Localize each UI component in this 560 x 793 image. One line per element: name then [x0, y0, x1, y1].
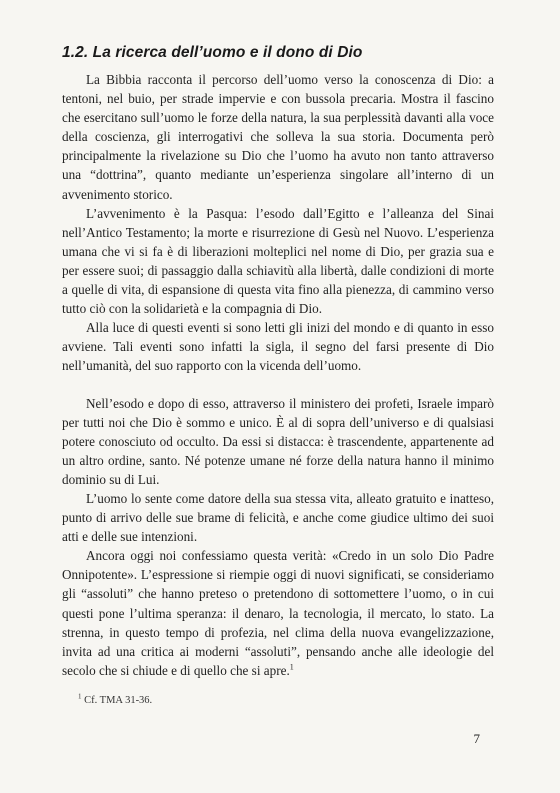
- paragraph: L’uomo lo sente come datore della sua stessa vita, alleato gratuito e inatteso, punto di arrivo delle sue brame di felicità, e anche come giudice ultimo dei suoi atti e delle sue intenzioni.: [62, 490, 494, 545]
- footnote: [78, 692, 153, 706]
- paragraph-with-footnote: [62, 546, 494, 680]
- body-text: [62, 70, 494, 680]
- paragraph-text: Ancora oggi noi confessiamo questa verità: «Credo in un solo Dio Padre Onnipotente». L’espressione si riempie oggi di nuovi significati, se consideriamo gli “assoluti” che hanno preteso o pretendono di sottomettere l’uomo, o in cui questi pone l’ultima speranza: il denaro, la tecnologia, il mercato, lo stato. La strenna, in questo tempo di profezia, nel clima della nuova evangelizzazione, invita ad una critica ai moderni “assoluti”, pensando anche alle ideologie del secolo che si chiude e di quello che si apre.: [62, 548, 494, 678]
- page-number: 7: [473, 731, 480, 746]
- paragraph: L’avvenimento è la Pasqua: l’esodo dall’Egitto e l’alleanza del Sinai nell’Antico Testamento; la morte e risurrezione di Gesù nel Nuovo. L’esperienza umana che vi si fa è di liberazioni molteplici nel nome di Dio, per grazia sua e per essere suoi; di passaggio dalla schiavitù alla libertà, dalle condizioni di morte a quelle di vita, di espansione di questa vita fino alla pienezza, di cammino verso tutto ciò con la solidarietà e la compagnia di Dio.: [62, 205, 494, 317]
- section-title: 1.2. La ricerca dell’uomo e il dono di Dio: [62, 44, 363, 61]
- paragraph: Alla luce di questi eventi si sono letti gli inizi del mondo e di quanto in esso avviene. Tali eventi sono infatti la sigla, il segno del farsi presente di Dio nell’umanità, del suo rapporto con la vicenda dell’uomo.: [62, 320, 494, 374]
- paragraph: Nell’esodo e dopo di esso, attraverso il ministero dei profeti, Israele imparò per tutti noi che Dio è sommo e unico. È al di sopra dell’universo e di qualsiasi potere conosciuto od occulto. Da essi si distacca: è trascendente, appartenente ad un altro ordine, santo. Né potenze umane né forze della natura hanno il minimo dominio su di Lui.: [62, 395, 494, 487]
- paragraph: La Bibbia racconta il percorso dell’uomo verso la conoscenza di Dio: a tentoni, nel buio, per strade impervie e con bussola precaria. Mostra il fascino che esercitano sull’uomo le forze della natura, la sua perplessità davanti alla voce della coscienza, gli interrogativi che solleva la sua storia. Documenta però principalmente la rivelazione su Dio che l’uomo ha avuto non tanto attraverso una “dottrina”, quanto mediante un’esperienza singolare all’interno di un avvenimento storico.: [62, 72, 494, 202]
- footnote-text: Cf. TMA 31-36.: [84, 695, 153, 706]
- footnote-number: 1: [78, 692, 82, 701]
- footnote-reference: 1: [289, 662, 294, 672]
